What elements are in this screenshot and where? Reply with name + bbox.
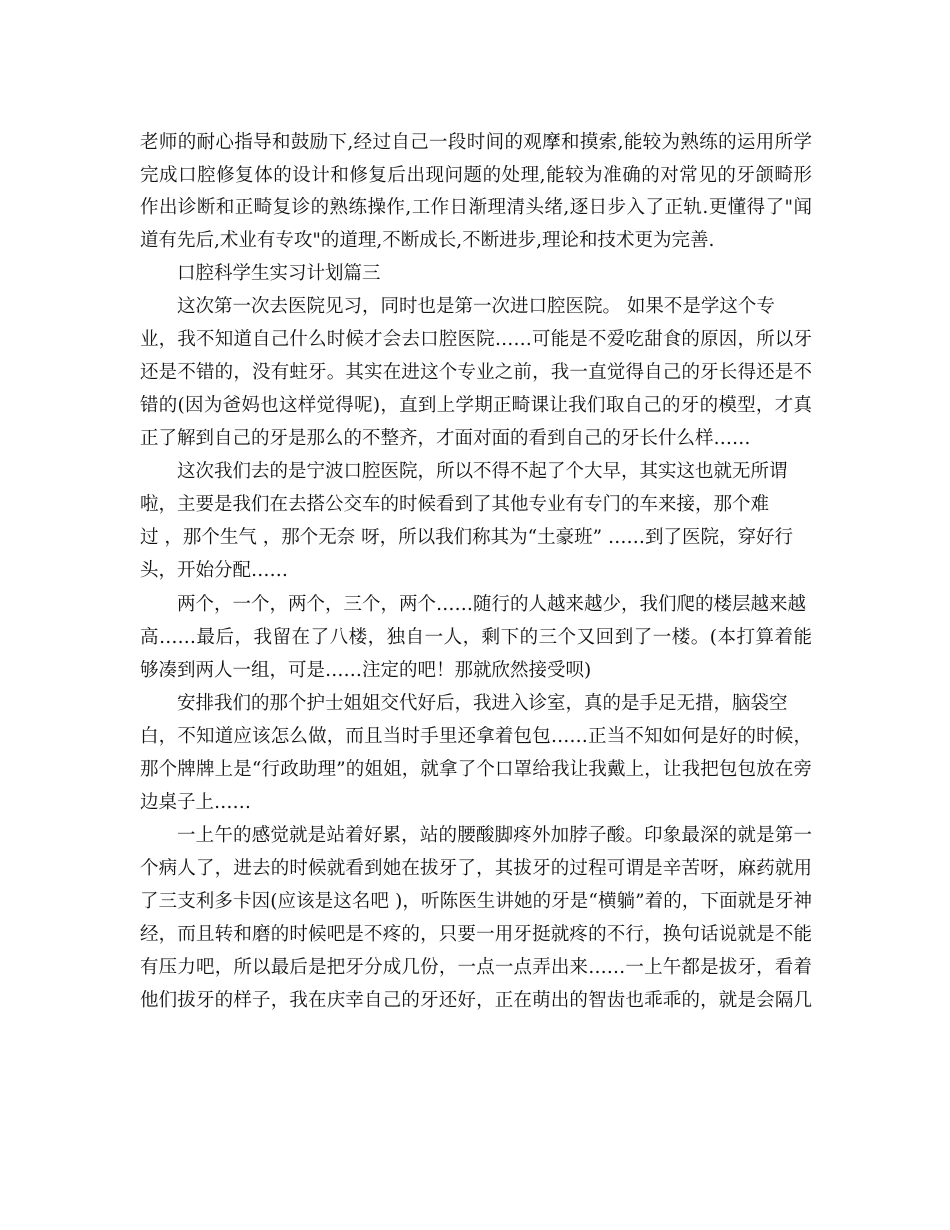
text-line: 完成口腔修复体的设计和修复后出现问题的处理,能较为准确的对常见的牙颌畸形 xyxy=(140,165,812,186)
text-line: 白，不知道应该怎么做，而且当时手里还拿着包包……正当不知如何是好的时候， xyxy=(140,726,812,747)
text-line: 业，我不知道自己什么时候才会去口腔医院……可能是不爱吃甜食的原因，所以牙 xyxy=(140,329,812,350)
text-line: 个病人了，进去的时候就看到她在拔牙了，其拔牙的过程可谓是辛苦呀，麻药就用 xyxy=(140,858,812,879)
text-line: 高……最后，我留在了八楼，独自一人，剩下的三个又回到了一楼。(本打算着能 xyxy=(140,627,812,648)
text-line: 有压力吧，所以最后是把牙分成几份，一点一点弄出来……一上午都是拔牙，看着 xyxy=(140,957,812,978)
text-line: 一上午的感觉就是站着好累，站的腰酸脚疼外加脖子酸。印象最深的就是第一 xyxy=(177,825,812,846)
text-line: 头，开始分配…… xyxy=(140,560,289,581)
text-line: 那个牌牌上是“行政助理”的姐姐，就拿了个口罩给我让我戴上，让我把包包放在旁 xyxy=(140,759,812,780)
text-line: 过 ，那个生气 ，那个无奈 呀，所以我们称其为“土豪班” ……到了医院，穿好行 xyxy=(140,527,793,548)
text-line: 还是不错的，没有蛀牙。其实在进这个专业之前，我一直觉得自己的牙长得还是不 xyxy=(140,362,812,383)
text-line: 够凑到两人一组，可是……注定的吧！那就欣然接受呗) xyxy=(140,660,592,681)
text-line: 这次我们去的是宁波口腔医院，所以不得不起了个大早，其实这也就无所谓 xyxy=(177,461,788,482)
text-line: 错的(因为爸妈也这样觉得呢)，直到上学期正畸课让我们取自己的牙的模型，才真 xyxy=(140,395,812,416)
text-line: 边桌子上…… xyxy=(140,792,252,813)
text-line: 这次第一次去医院见习，同时也是第一次进口腔医院。 如果不是学这个专 xyxy=(177,296,775,317)
section-heading: 口腔科学生实习计划篇三 xyxy=(177,263,381,284)
text-line: 经，而且转和磨的时候吧是不疼的，只要一用牙挺就疼的不行，换句话说就是不能 xyxy=(140,924,812,945)
text-line: 啦，主要是我们在去搭公交车的时候看到了其他专业有专门的车来接，那个难 xyxy=(140,494,770,515)
text-line: 他们拔牙的样子，我在庆幸自己的牙还好，正在萌出的智齿也乖乖的，就是会隔几 xyxy=(140,990,812,1011)
text-line: 安排我们的那个护士姐姐交代好后，我进入诊室，真的是手足无措，脑袋空 xyxy=(177,693,788,714)
text-line: 作出诊断和正畸复诊的熟练操作,工作日渐理清头绪,逐日步入了正轨.更懂得了"闻 xyxy=(140,197,812,218)
text-line: 老师的耐心指导和鼓励下,经过自己一段时间的观摩和摸索,能较为熟练的运用所学 xyxy=(140,132,812,153)
text-line: 正了解到自己的牙是那么的不整齐，才面对面的看到自己的牙长什么样…… xyxy=(140,428,751,449)
text-line: 了三支利多卡因(应该是这名吧 )，听陈医生讲她的牙是“横躺”着的，下面就是牙神 xyxy=(140,891,812,912)
text-line: 两个，一个，两个，三个，两个……随行的人越来越少，我们爬的楼层越来越 xyxy=(177,594,807,615)
text-line: 道有先后,术业有专攻"的道理,不断成长,不断进步,理论和技术更为完善. xyxy=(140,230,715,251)
